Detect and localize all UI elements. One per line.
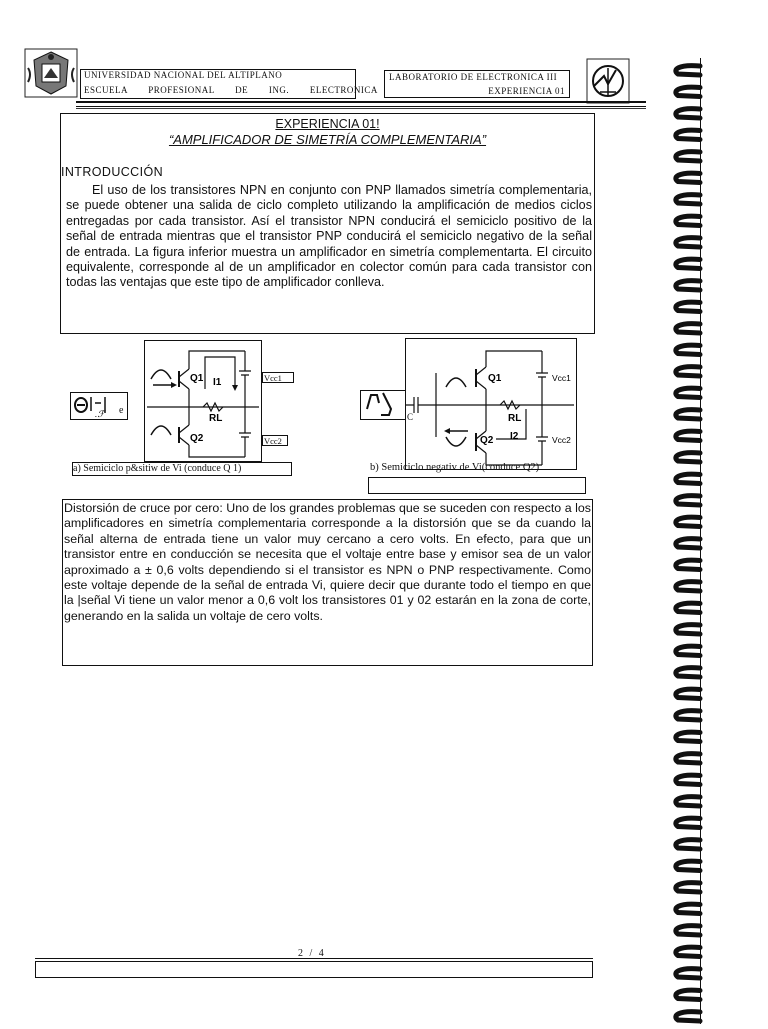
spiral-coil — [676, 818, 700, 827]
spiral-coil — [676, 883, 700, 892]
spiral-coil — [676, 560, 700, 569]
header-rule-thin — [76, 108, 646, 109]
figure-a-i1-label: I1 — [213, 377, 222, 388]
spiral-coil — [676, 238, 700, 247]
figure-b-caption-box — [368, 477, 586, 494]
figure-a-vcc2-label: Vcc2 — [262, 435, 288, 446]
spiral-coil — [676, 152, 700, 161]
experience-number: EXPERIENCIA 01 — [488, 86, 565, 96]
spiral-coil — [676, 87, 700, 96]
figure-b-caption: b) Semiciclo negativ de Vi(conduce Q2) — [370, 462, 540, 473]
university-name: UNIVERSIDAD NACIONAL DEL ALTIPLANO — [84, 70, 283, 80]
spiral-coil — [676, 130, 700, 139]
spiral-coil — [676, 668, 700, 677]
spiral-coil — [676, 969, 700, 978]
spiral-coil — [676, 1012, 700, 1021]
figure-b-circuit — [405, 338, 577, 470]
spiral-coil — [676, 109, 700, 118]
figure-b-source-icon — [360, 390, 406, 420]
svg-text:.ℱ: .ℱ — [95, 409, 105, 419]
lab-name: LABORATORIO DE ELECTRONICA III — [389, 72, 558, 82]
spiral-coil — [676, 861, 700, 870]
spiral-coil — [676, 367, 700, 376]
spiral-binding-icon — [670, 58, 704, 1024]
spiral-coil — [676, 173, 700, 182]
spiral-coil — [676, 990, 700, 999]
spiral-coil — [676, 66, 700, 75]
figure-a-source-label: e — [119, 405, 124, 416]
spiral-coil — [676, 711, 700, 720]
spiral-coil — [676, 840, 700, 849]
spiral-coil — [676, 797, 700, 806]
figure-b-rl-label: RL — [508, 413, 522, 424]
figure-a-vcc1-label: Vcc1 — [262, 372, 294, 383]
distortion-section — [62, 499, 593, 666]
school-name: ESCUELA PROFESIONAL DE ING. ELECTRONICA — [84, 85, 378, 95]
title-line-1: EXPERIENCIA 01! — [275, 117, 380, 131]
spiral-coil — [676, 754, 700, 763]
figure-a-schematic — [145, 341, 261, 461]
spiral-coil — [676, 302, 700, 311]
spiral-coil — [676, 195, 700, 204]
spiral-coil — [676, 388, 700, 397]
figure-a-rl-label: RL — [209, 413, 223, 424]
spiral-coil — [676, 517, 700, 526]
figure-b-q1-label: Q1 — [488, 373, 502, 384]
figure-b-schematic — [406, 339, 576, 469]
spiral-coil — [676, 603, 700, 612]
spiral-coil — [676, 926, 700, 935]
spiral-coil — [676, 453, 700, 462]
spiral-coil — [676, 496, 700, 505]
spiral-coil — [676, 539, 700, 548]
lab-emblem-icon — [586, 58, 630, 104]
university-crest-icon — [24, 48, 78, 98]
spiral-coil — [676, 474, 700, 483]
figure-b-i2-label: I2 — [510, 431, 519, 442]
intro-paragraph: El uso de los transistores NPN en conjunto con PNP llamados simetría complementaria, se puede obtener una salida de ciclo completo utilizando la amplificación de medios ciclos entregadas por cada transistor. Así el transistor NPN conducirá el semiciclo positivo de la señal de entrada mientras que el transistor PNP conducirá el semiciclo negativo de la señal de entrada. La figura inferior muestra un amplificador en simetría complementarta. El circuito equivalente, corresponde al de un amplificador en colector común para cada transistor con todas las ventajas que este tipo de amplificador conlleva. — [66, 183, 592, 290]
spiral-coil — [676, 431, 700, 440]
distortion-paragraph: Distorsión de cruce por cero: Uno de los grandes problemas que se suceden con respecto a los amplificadores en simetría complementaria corresponde a la distorsión que se da cuando la señal alterna de entrada tiene un valor muy cercano a cero volts. En efecto, para que un transistor entre en conducción se necesita que el voltaje entre base y emisor sea de un valor aproximado a ± 0,6 volts dependiendo si el transistor es NPN o PNP respectivamente. Como este voltaje depende de la señal de entrada Vi, quiere decir que durante todo el tiempo en que la |señal Vi tiene un valor menor a 0,6 volt los transistores 01 y 02 estarán en la zona de corte, generando en la salida un voltaje de cero volts. — [64, 501, 591, 623]
figure-b-vcc2-label: Vcc2 — [552, 435, 571, 445]
spiral-coil — [676, 281, 700, 290]
header-rule — [76, 101, 646, 107]
spiral-coil — [676, 259, 700, 268]
footer-box — [35, 961, 593, 978]
figure-a-caption: a) Semiciclo p&sitiw de Vi (conduce Q 1) — [72, 462, 292, 476]
spiral-coil — [676, 947, 700, 956]
figure-b-q2-label: Q2 — [480, 435, 494, 446]
header-lab-box — [384, 70, 570, 98]
binding-edge — [700, 58, 701, 1024]
intro-heading: INTRODUCCIÓN — [61, 165, 164, 179]
figure-a-q1-label: Q1 — [190, 373, 204, 384]
figure-b-cap-label: C — [407, 412, 414, 422]
spiral-coil — [676, 625, 700, 634]
footer-rule — [35, 958, 593, 959]
figure-a-q2-label: Q2 — [190, 433, 204, 444]
spiral-coil — [676, 324, 700, 333]
spiral-coil — [676, 216, 700, 225]
figure-b-vcc1-label: Vcc1 — [552, 373, 571, 383]
spiral-coil — [676, 689, 700, 698]
spiral-coil — [676, 646, 700, 655]
figure-a-circuit — [144, 340, 262, 462]
page-number: 2 / 4 — [298, 948, 326, 959]
figure-a-source-icon — [70, 392, 128, 420]
spiral-coil — [676, 775, 700, 784]
spiral-coil — [676, 582, 700, 591]
spiral-coil — [676, 345, 700, 354]
title-line-2: “AMPLIFICADOR DE SIMETRÍA COMPLEMENTARIA” — [168, 132, 487, 147]
spiral-coil — [676, 410, 700, 419]
spiral-coil — [676, 732, 700, 741]
intro-section — [60, 113, 595, 334]
header-institution-box — [80, 69, 378, 99]
spiral-coil — [676, 904, 700, 913]
